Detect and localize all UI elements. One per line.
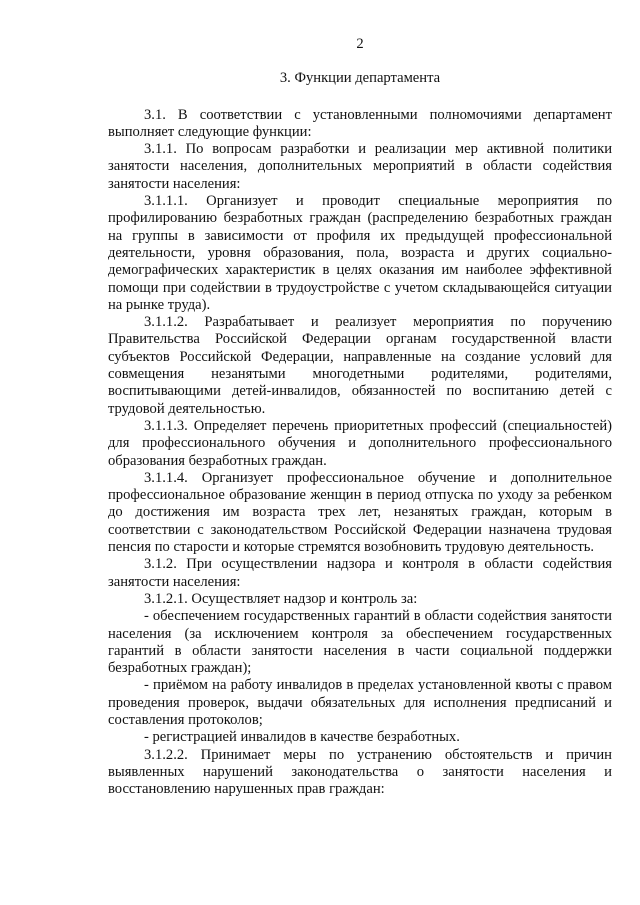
paragraph-3-1-2: 3.1.2. При осуществлении надзора и контроля в области содействия занятости населения: [108, 556, 612, 590]
section-title: 3. Функции департамента [279, 70, 441, 87]
paragraph-3-1-1-2: 3.1.1.2. Разрабатывает и реализует мероприятия по поручению Правительства Российской Федерации органам государственной власти субъектов Российской Федерации, направленные на создание условий для совмещения незанятыми многодетными родителями, родителями, воспитывающими детей-инвалидов, обязанностей по воспитанию детей с трудовой деятельностью. [108, 314, 612, 417]
paragraph-3-1: 3.1. В соответствии с установленными полномочиями департамент выполняет следующие функции: [108, 106, 612, 140]
paragraph-3-1-1-4: 3.1.1.4. Организует профессиональное обучение и дополнительное профессиональное образование женщин в период отпуска по уходу за ребенком до достижения им возраста трех лет, незанятых граждан, которым в соответствии с законодательством Российской Федерации назначена трудовая пенсия по старости и которые стремятся возобновить трудовую деятельность. [108, 469, 612, 556]
document-page [108, 36, 612, 798]
list-item-disabled-hiring: - приёмом на работу инвалидов в пределах установленной квоты с правом проведения проверок, выдачи обязательных для исполнения предписаний и составления протоколов; [108, 677, 612, 728]
paragraph-3-1-2-2: 3.1.2.2. Принимает меры по устранению обстоятельств и причин выявленных нарушений законодательства о занятости населения и восстановлению нарушенных прав граждан: [108, 746, 612, 798]
page-number: 2 [356, 36, 364, 52]
paragraph-3-1-2-1: 3.1.2.1. Осуществляет надзор и контроль за: [144, 590, 418, 607]
list-item-guarantees: - обеспечением государственных гарантий в области содействия занятости населения (за исключением контроля за обеспечением государственных гарантий в области занятости населения в части социальной поддержки безработных граждан); [108, 608, 612, 677]
list-item-disabled-registration: - регистрацией инвалидов в качестве безработных. [144, 729, 460, 746]
paragraph-3-1-1: 3.1.1. По вопросам разработки и реализации мер активной политики занятости населения, дополнительных мероприятий в области содействия занятости населения: [108, 141, 612, 192]
paragraph-3-1-1-1: 3.1.1.1. Организует и проводит специальные мероприятия по профилированию безработных граждан (распределению безработных граждан на группы в зависимости от профиля их предыдущей профессиональной деятельности, уровня образования, пола, возраста и других социально-демографических характеристик в целях оказания им наиболее эффективной помощи при содействии в трудоустройстве с учетом складывающейся ситуации на рынке труда). [108, 193, 612, 313]
paragraph-3-1-1-3: 3.1.1.3. Определяет перечень приоритетных профессий (специальностей) для профессионального обучения и дополнительного профессионального образования безработных граждан. [108, 417, 612, 469]
